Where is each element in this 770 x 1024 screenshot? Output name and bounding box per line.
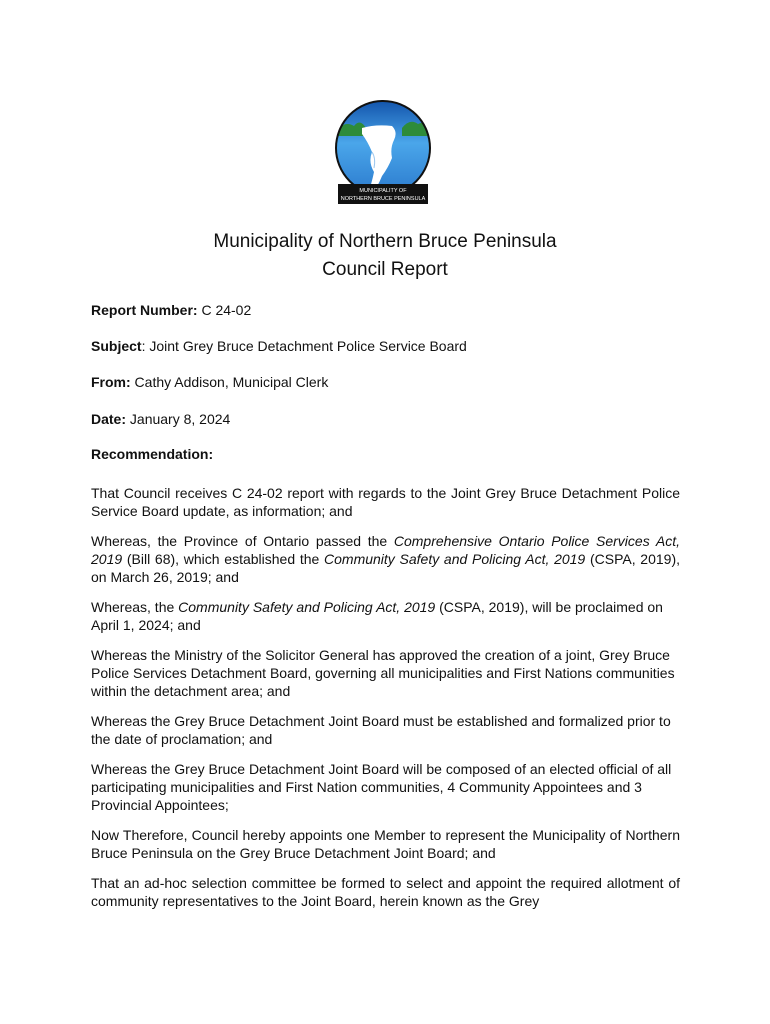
date-label: Date: <box>91 411 127 427</box>
subject-value: : Joint Grey Bruce Detachment Police Service Board <box>141 338 467 354</box>
paragraph-2 <box>91 532 680 586</box>
title-line-1: Municipality of Northern Bruce Peninsula <box>213 231 557 252</box>
date-row <box>91 411 691 427</box>
logo-seal-icon <box>332 98 434 206</box>
from-row <box>91 374 691 390</box>
logo-text-line1: MUNICIPALITY OF <box>359 188 407 194</box>
paragraph-5: Whereas the Grey Bruce Detachment Joint Board must be established and formalized prior to the date of proclamation; and <box>91 713 671 747</box>
paragraph-3-part-c: (CSPA, 2019), will be proclaimed on April 1, 2024; and <box>91 599 663 633</box>
paragraph-2-act-title-1: Comprehensive Ontario Police Services Act, 2019 <box>91 533 680 567</box>
subject-label: Subject <box>91 338 142 354</box>
subject-row <box>91 338 691 354</box>
from-value: Cathy Addison, Municipal Clerk <box>130 374 329 390</box>
paragraph-2-part-c: (Bill 68), which established the <box>122 551 325 567</box>
municipal-logo <box>332 98 434 206</box>
paragraph-8: That an ad-hoc selection committee be formed to select and appoint the required allotment of community representatives to the Joint Board, herein known as the Grey <box>91 875 680 909</box>
report-number-row <box>91 302 691 318</box>
paragraph-1: That Council receives C 24-02 report with regards to the Joint Grey Bruce Detachment Police Service Board update, as information; and <box>91 485 680 519</box>
paragraph-3-act-title: Community Safety and Policing Act, 2019 <box>178 599 436 615</box>
paragraph-2-part-a: Whereas, the Province of Ontario passed the <box>91 533 394 549</box>
paragraph-7: Now Therefore, Council hereby appoints one Member to represent the Municipality of Northern Bruce Peninsula on the Grey Bruce Detachment Joint Board; and <box>91 827 680 861</box>
paragraph-2-part-e: (CSPA, 2019), on March 26, 2019; and <box>91 551 681 585</box>
paragraph-2-act-title-2: Community Safety and Policing Act, 2019 <box>324 551 586 567</box>
logo-text-line2: NORTHERN BRUCE PENINSULA <box>340 196 426 202</box>
recommendation-label: Recommendation: <box>91 446 214 462</box>
title-line-2: Council Report <box>322 259 448 280</box>
recommendation-heading <box>91 446 691 462</box>
report-number-label: Report Number: <box>91 302 198 318</box>
report-number-value: C 24-02 <box>197 302 252 318</box>
paragraph-3 <box>91 598 680 634</box>
date-value: January 8, 2024 <box>126 411 231 427</box>
report-title <box>0 228 770 284</box>
paragraph-3-part-a: Whereas, the <box>91 599 179 615</box>
paragraph-6: Whereas the Grey Bruce Detachment Joint Board will be composed of an elected official of all participating municipalities and First Nation communities, 4 Community Appointees and 3 Provincial Appointees; <box>91 761 672 813</box>
paragraph-4: Whereas the Ministry of the Solicitor General has approved the creation of a joint, Grey Bruce Police Services Detachment Board, governing all municipalities and First Nations communities within the detachment area; and <box>91 647 675 699</box>
from-label: From: <box>91 374 131 390</box>
recommendation-body <box>91 484 680 922</box>
